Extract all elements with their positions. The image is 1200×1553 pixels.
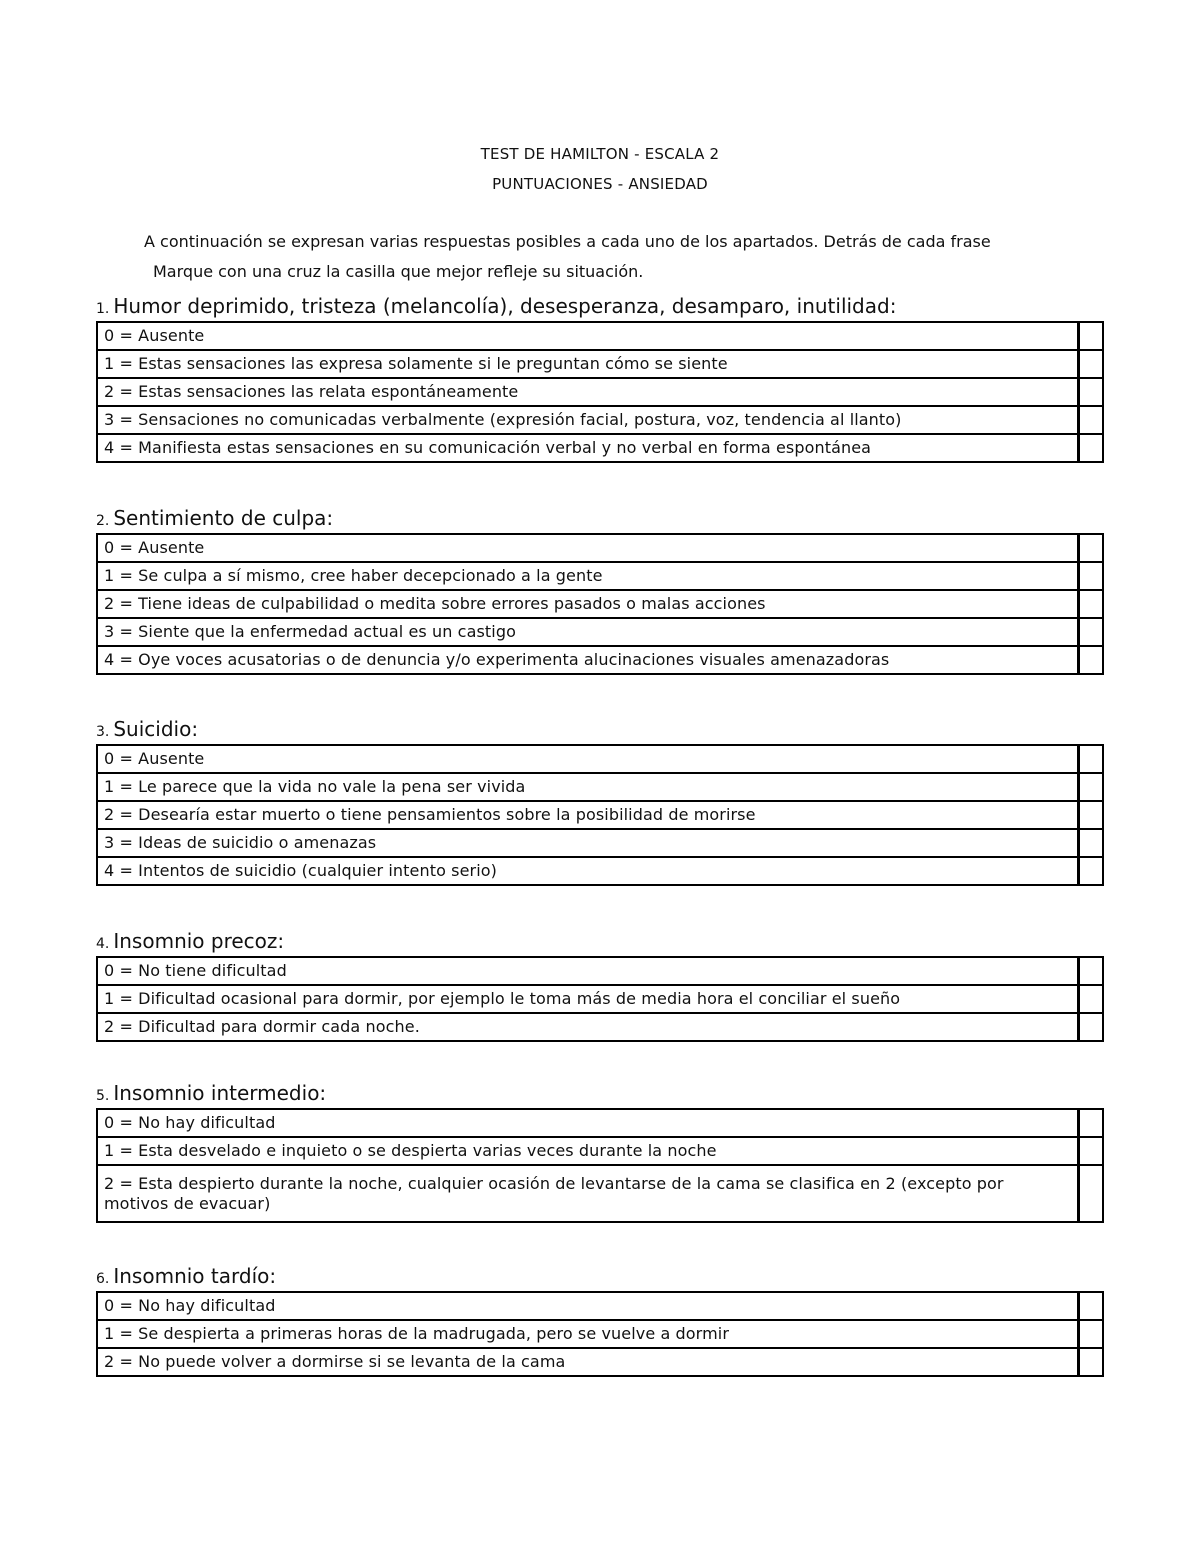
option-row (97, 829, 1103, 857)
option-text: 3 = Sensaciones no comunicadas verbalmente (expresión facial, postura, voz, tendencia al llanto) (97, 406, 1079, 434)
option-row (97, 745, 1103, 773)
option-checkbox[interactable] (1079, 829, 1104, 857)
option-text: 2 = Estas sensaciones las relata espontáneamente (97, 378, 1079, 406)
option-checkbox[interactable] (1079, 1137, 1104, 1165)
option-text: 4 = Oye voces acusatorias o de denuncia y/o experimenta alucinaciones visuales amenazadoras (97, 646, 1079, 674)
option-row (97, 562, 1103, 590)
option-text: 0 = No tiene dificultad (97, 957, 1079, 985)
option-checkbox[interactable] (1079, 1348, 1104, 1376)
option-row (97, 534, 1103, 562)
option-text: 1 = Se culpa a sí mismo, cree haber decepcionado a la gente (97, 562, 1079, 590)
options-table (96, 1291, 1104, 1377)
option-checkbox[interactable] (1079, 1165, 1104, 1222)
section-insomnio-tardio (96, 1261, 1104, 1377)
section-sentimiento-de-culpa (96, 503, 1104, 675)
section-title: Humor deprimido, tristeza (melancolía), desesperanza, desamparo, inutilidad: (113, 294, 897, 318)
option-checkbox[interactable] (1079, 745, 1104, 773)
option-row (97, 1137, 1103, 1165)
option-checkbox[interactable] (1079, 618, 1104, 646)
option-row (97, 985, 1103, 1013)
option-text: 0 = Ausente (97, 322, 1079, 350)
option-text: 1 = Le parece que la vida no vale la pena ser vivida (97, 773, 1079, 801)
option-text: 4 = Intentos de suicidio (cualquier intento serio) (97, 857, 1079, 885)
section-suicidio (96, 714, 1104, 886)
option-checkbox[interactable] (1079, 534, 1104, 562)
option-checkbox[interactable] (1079, 562, 1104, 590)
section-heading (96, 714, 1104, 744)
option-text: 4 = Manifiesta estas sensaciones en su comunicación verbal y no verbal en forma espontánea (97, 434, 1079, 462)
option-checkbox[interactable] (1079, 378, 1104, 406)
option-row (97, 434, 1103, 462)
section-title: Insomnio intermedio: (113, 1081, 327, 1105)
section-number: 6. (96, 1271, 110, 1287)
options-table (96, 321, 1104, 463)
options-table (96, 1108, 1104, 1223)
option-text: 2 = Dificultad para dormir cada noche. (97, 1013, 1079, 1041)
option-row (97, 1320, 1103, 1348)
option-checkbox[interactable] (1079, 350, 1104, 378)
option-checkbox[interactable] (1079, 1292, 1104, 1320)
document-title: TEST DE HAMILTON - ESCALA 2 (480, 145, 720, 163)
option-checkbox[interactable] (1079, 434, 1104, 462)
section-heading (96, 291, 1104, 321)
option-row (97, 618, 1103, 646)
option-row (97, 590, 1103, 618)
option-text: 2 = Esta despierto durante la noche, cualquier ocasión de levantarse de la cama se clasifica en 2 (excepto por motivos de evacuar) (97, 1165, 1079, 1222)
option-row (97, 322, 1103, 350)
option-checkbox[interactable] (1079, 646, 1104, 674)
option-text: 3 = Siente que la enfermedad actual es un castigo (97, 618, 1079, 646)
options-table (96, 956, 1104, 1042)
section-title: Insomnio precoz: (113, 929, 285, 953)
section-heading (96, 926, 1104, 956)
option-checkbox[interactable] (1079, 1109, 1104, 1137)
option-text: 3 = Ideas de suicidio o amenazas (97, 829, 1079, 857)
option-row (97, 957, 1103, 985)
option-checkbox[interactable] (1079, 406, 1104, 434)
intro-line-1: A continuación se expresan varias respuestas posibles a cada uno de los apartados. Detrás de cada frase (144, 232, 991, 251)
section-humor-deprimido (96, 291, 1104, 463)
option-text: 1 = Estas sensaciones las expresa solamente si le preguntan cómo se siente (97, 350, 1079, 378)
section-number: 3. (96, 724, 110, 740)
section-heading (96, 503, 1104, 533)
option-row (97, 801, 1103, 829)
section-title: Insomnio tardío: (113, 1264, 277, 1288)
option-text: 1 = Esta desvelado e inquieto o se despierta varias veces durante la noche (97, 1137, 1079, 1165)
option-checkbox[interactable] (1079, 857, 1104, 885)
option-text: 0 = Ausente (97, 745, 1079, 773)
document-subtitle: PUNTUACIONES - ANSIEDAD (492, 175, 708, 193)
options-table (96, 533, 1104, 675)
option-checkbox[interactable] (1079, 590, 1104, 618)
intro-line-2: Marque con una cruz la casilla que mejor refleje su situación. (153, 262, 644, 281)
option-row (97, 1109, 1103, 1137)
option-checkbox[interactable] (1079, 322, 1104, 350)
option-row (97, 857, 1103, 885)
section-title: Sentimiento de culpa: (113, 506, 334, 530)
option-text: 2 = No puede volver a dormirse si se levanta de la cama (97, 1348, 1079, 1376)
option-checkbox[interactable] (1079, 957, 1104, 985)
option-text: 1 = Dificultad ocasional para dormir, por ejemplo le toma más de media hora el conciliar el sueño (97, 985, 1079, 1013)
option-checkbox[interactable] (1079, 1320, 1104, 1348)
options-table (96, 744, 1104, 886)
section-number: 5. (96, 1088, 110, 1104)
option-text: 2 = Tiene ideas de culpabilidad o medita sobre errores pasados o malas acciones (97, 590, 1079, 618)
section-number: 1. (96, 301, 110, 317)
section-number: 2. (96, 513, 110, 529)
option-checkbox[interactable] (1079, 801, 1104, 829)
option-row (97, 1348, 1103, 1376)
option-row (97, 350, 1103, 378)
section-insomnio-intermedio (96, 1078, 1104, 1223)
section-number: 4. (96, 936, 110, 952)
option-row (97, 1013, 1103, 1041)
option-row (97, 378, 1103, 406)
section-title: Suicidio: (113, 717, 199, 741)
option-row (97, 1165, 1103, 1222)
option-row (97, 1292, 1103, 1320)
option-text: 0 = No hay dificultad (97, 1292, 1079, 1320)
option-row (97, 406, 1103, 434)
option-text: 2 = Desearía estar muerto o tiene pensamientos sobre la posibilidad de morirse (97, 801, 1079, 829)
section-heading (96, 1078, 1104, 1108)
option-text: 0 = No hay dificultad (97, 1109, 1079, 1137)
option-checkbox[interactable] (1079, 773, 1104, 801)
option-row (97, 646, 1103, 674)
option-checkbox[interactable] (1079, 985, 1104, 1013)
option-text: 1 = Se despierta a primeras horas de la madrugada, pero se vuelve a dormir (97, 1320, 1079, 1348)
option-text: 0 = Ausente (97, 534, 1079, 562)
option-row (97, 773, 1103, 801)
option-checkbox[interactable] (1079, 1013, 1104, 1041)
section-heading (96, 1261, 1104, 1291)
section-insomnio-precoz (96, 926, 1104, 1042)
